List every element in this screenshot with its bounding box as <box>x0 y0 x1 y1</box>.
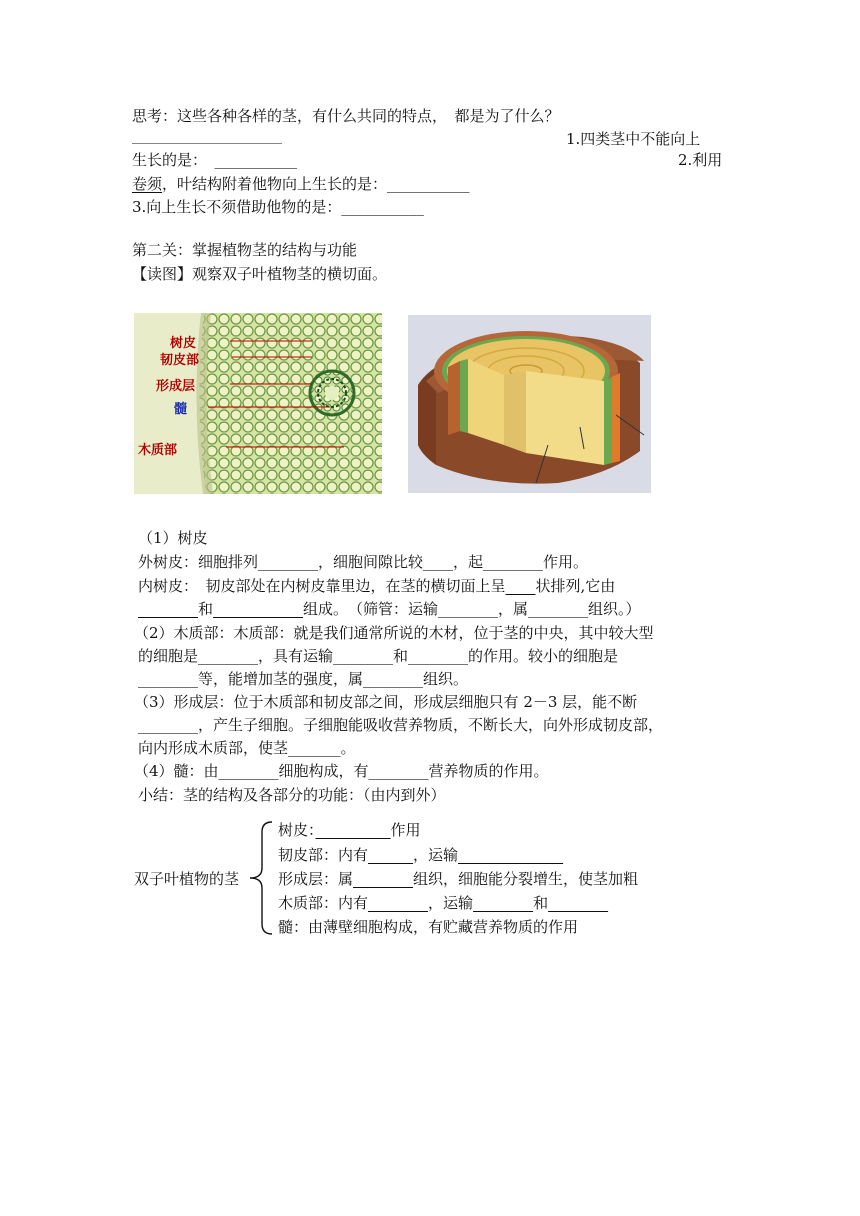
q1-heading: （1）树皮 <box>138 529 208 547</box>
summary-phloem-transport: ，运输 <box>413 846 459 864</box>
q2-line-2: 的细胞是________，具有运输________和________的作用。较小的细胞是 <box>138 647 619 665</box>
think-blank: ____________________ <box>132 126 282 144</box>
summary-row-xylem <box>278 893 608 913</box>
summary-phloem-label: 韧皮部：内有 <box>278 846 369 864</box>
q4-line: （4）髓：由________细胞构成，有________营养物质的作用。 <box>134 762 549 780</box>
summary-xylem-blank-1 <box>368 894 428 912</box>
summary-xylem-and: 和 <box>533 894 549 912</box>
summary-bark-blank <box>316 821 391 839</box>
q3-line-1: （3）形成层：位于木质部和韧皮部之间，形成层细胞只有 2－3 层，能不断 <box>134 693 638 711</box>
q1-inner-bark-end: 状排列,它由 <box>535 577 616 595</box>
q2-line-1: （2）木质部：木质部：就是我们通常所说的木材，位于茎的中央，其中较大型 <box>134 624 654 642</box>
stem-cross-section-micrograph <box>134 313 382 494</box>
summary-brace <box>244 820 276 936</box>
think-q2-line <box>132 174 470 194</box>
q2-line-3: ________等，能增加茎的强度，属________组织。 <box>138 670 469 688</box>
summary-row-bark <box>278 820 421 840</box>
summary-xylem-label: 木质部：内有 <box>278 894 369 912</box>
q3-line-3: 向内形成木质部，使茎_______。 <box>138 739 356 757</box>
summary-cambium-label: 形成层：属 <box>278 870 354 888</box>
q3-line-2: ________，产生子细胞。子细胞能吸收营养物质，不断长大，向外形成韧皮部， <box>138 716 664 734</box>
think-line-1: 思考：这些各种各样的茎，有什么共同的特点， 都是为了什么？ <box>132 107 560 125</box>
q1-composition <box>138 599 641 619</box>
think-q3: 3.向上生长不须借助他物的是：___________ <box>132 198 424 216</box>
read-figure-instruction: 【读图】观察双子叶植物茎的横切面。 <box>132 265 388 283</box>
section-title: 第二关：掌握植物茎的结构与功能 <box>132 241 358 259</box>
summary-xylem-transport: ，运输 <box>428 894 474 912</box>
label-pith: 髓 <box>174 402 188 417</box>
think-q2-rest: ，叶结构附着他物向上生长的是：___________ <box>162 175 470 193</box>
q1-blank-arrangement <box>506 577 536 595</box>
label-phloem: 韧皮部 <box>160 353 200 368</box>
q1-and: 和 <box>198 600 214 618</box>
q1-inner-bark-text: 内树皮： 韧皮部处在内树皮靠里边，在茎的横切面上呈 <box>138 577 506 595</box>
summary-heading: 小结：茎的结构及各部分的功能：（由内到外） <box>138 786 446 804</box>
q1-outer-bark: 外树皮：细胞排列________，细胞间隙比较____，起________作用。 <box>138 553 589 571</box>
think-q2-start: 2.利用 <box>678 151 723 169</box>
summary-row-pith: 髓：由薄壁细胞构成，有贮藏营养物质的作用 <box>278 918 579 936</box>
summary-bark-label: 树皮： <box>278 821 316 839</box>
tree-trunk-illustration <box>408 315 651 493</box>
think-q1-start: 1.四类茎中不能向上 <box>566 130 701 148</box>
label-xylem: 木质部 <box>138 443 178 458</box>
summary-xylem-blank-2 <box>473 894 533 912</box>
summary-row-cambium <box>278 869 638 889</box>
summary-cambium-blank <box>353 870 413 888</box>
summary-cambium-end: 组织，细胞能分裂增生，使茎加粗 <box>413 870 639 888</box>
think-q1-end: 生长的是： ___________ <box>132 151 298 169</box>
summary-phloem-blank-2 <box>458 846 563 864</box>
q1-blank-2 <box>213 600 303 618</box>
q1-blank-1 <box>138 600 198 618</box>
label-bark: 树皮 <box>170 336 197 351</box>
summary-bark-end: 作用 <box>390 821 421 839</box>
q1-sieve-tube: 组成。 （筛管：运输________，属________组织。） <box>303 600 641 618</box>
summary-row-phloem <box>278 845 563 865</box>
summary-phloem-blank-1 <box>368 846 413 864</box>
trunk-svg <box>408 315 651 493</box>
tendril-word: 卷须 <box>132 175 163 193</box>
summary-xylem-blank-3 <box>548 894 608 912</box>
q1-inner-bark <box>138 576 615 596</box>
summary-root: 双子叶植物的茎 <box>134 870 240 888</box>
label-cambium: 形成层 <box>156 379 196 394</box>
